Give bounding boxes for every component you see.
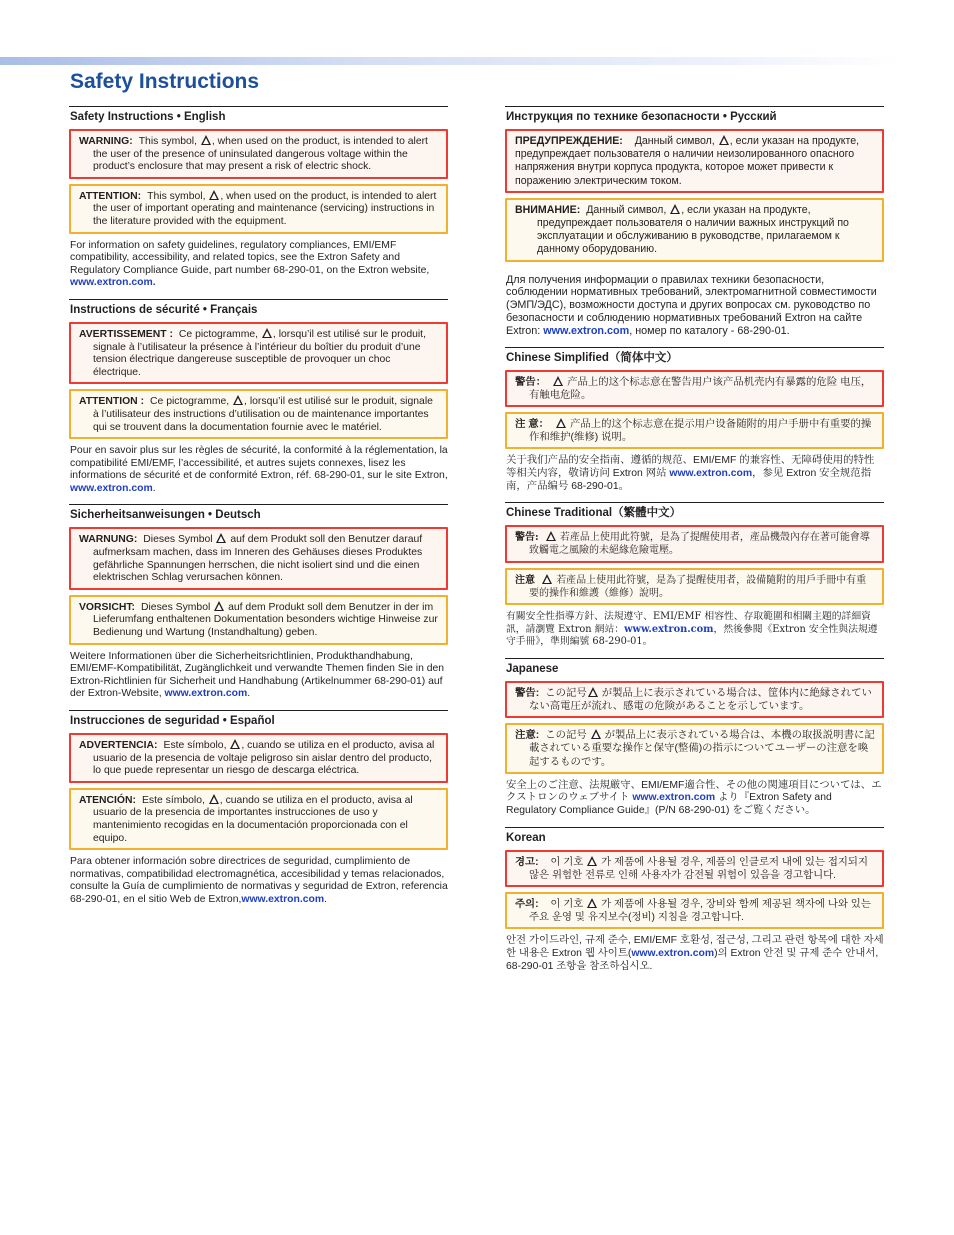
attention-text: , если указан на продукте, предупреждает пользователя о наличии важных инструкций по эксплуатации и обслуживанию в руководстве, прилагаемом к данному оборудованию. [537,203,849,256]
attention-box [505,892,884,929]
attention-text: 가 제품에 사용될 경우, 장비와 함께 제공된 책자에 나와 있는 주요 운영 및 유지보수(정비) 지침을 경고합니다. [529,899,871,924]
section-heading: Chinese Traditional（繁體中文） [505,502,884,520]
warning-label: 경고: [515,856,539,868]
info-paragraph [505,780,884,818]
section-heading: Instrucciones de seguridad • Español [69,710,448,728]
attention-text-pre: Dieses Symbol [141,601,211,613]
info-text: 有關安全性指導方針、法規遵守、EMI/EMF 相容性、存取範圍和相關主題的詳細資訊，請瀏覽 Extron 網站： [506,611,871,635]
info-text: 关于我们产品的安全指南、遵循的规范、EMI/EMF 的兼容性、无障碍使用的特性等相关内容，敬请访问 Extron 网站 [506,455,875,480]
attention-label: 주의: [515,899,539,910]
warning-box [69,733,448,783]
warning-box [505,681,884,718]
warning-box [505,850,884,887]
warning-text: , если указан на продукте, предупреждает пользователя о наличии неизолированного опасного напряжения внутри корпуса продукта, которое может привести к поражению электрическим током. [515,135,860,187]
info-paragraph [69,856,448,906]
attention-label: VORSICHT: [79,601,135,613]
extron-website-link[interactable]: www.extron.com [624,623,714,635]
attention-box [505,723,884,774]
warning-text: 产品上的这个标志意在警告用户该产品机壳内有暴露的危险 电压，有触电危险。 [529,376,872,401]
info-text: Weitere Informationen über die Sicherheitsrichtlinien, Produkthandhabung, EMI/EMF-Kompatibilität, Zugänglichkeit und verwandte Themen finden Sie in den Extron-Richtlinien für Sicherheit und Handhabung (Artikelnummer 68-290-01) auf der Extron-Website, [70,650,445,700]
attention-text-pre: Данный символ, [586,203,667,216]
attention-text: , lorsqu’il est utilisé sur le produit, signale à l’utilisateur des instructions d’utilisation ou de maintenance importantes qui se trouvent dans la documentation fournie avec le matériel. [93,396,433,433]
page-title: Safety Instructions [70,70,260,93]
header-gradient-bar [0,57,900,65]
warning-label: ADVERTENCIA: [79,740,158,751]
attention-triangle-icon [556,418,566,428]
extron-website-link[interactable]: www.extron.com [241,893,325,905]
warning-triangle-icon [262,328,272,338]
warning-text-pre: この記号 [545,687,587,699]
info-text: 안전 가이드라인, 규제 준수, EMI/EMF 호환성, 접근성, 그리고 관련 항목에 대한 자세한 내용은 Extron 웹 사이트( [506,935,884,959]
section-chinese-simplified [505,347,884,494]
attention-text-pre: この記号 [545,730,587,742]
section-heading: Chinese Simplified（简体中文） [505,347,884,365]
warning-text-pre: This symbol, [138,136,198,147]
extron-website-link[interactable]: www.extron.com [70,482,153,494]
info-paragraph [505,611,884,649]
info-paragraph [69,651,448,701]
warning-text-pre: Este símbolo, [163,740,227,751]
warning-triangle-icon [201,135,211,145]
info-text-after: )의 Extron 안전 및 규제 준수 안내서, 68-290-01 조항을 참조하십시오. [506,948,879,972]
section-french [69,299,448,496]
warning-text-pre: Данный символ, [634,135,715,147]
section-japanese [505,658,884,818]
attention-text: , when used on the product, is intended to alert the user of important operating and maintenance (servicing) instructions in the literature provided with the equipment. [93,190,437,227]
warning-label: ПРЕДУПРЕЖДЕНИЕ: [515,135,623,147]
warning-text-pre: 이 기호 [550,856,584,868]
info-paragraph [69,240,448,290]
info-text: Para obtener información sobre directrices de seguridad, cumplimiento de normativas, compatibilidad electromagnética, accesibilidad y temas relacionados, consulte la Guía de cumplimiento de normativas y seguridad de Extron, referencia 68-290-01, en el sitio Web de Extron, [70,856,448,905]
attention-text-pre: This symbol, [147,190,206,202]
warning-label: 警告: [515,532,539,544]
section-heading: Sicherheitsanweisungen • Deutsch [69,504,448,522]
info-text-after: より『Extron Safety and Regulatory Compliance Guide』(P/N 68-290-01) をご覧ください。 [506,792,832,816]
section-chinese-traditional [505,502,884,649]
warning-box [69,527,448,589]
extron-website-link[interactable]: www.extron.com [631,948,715,959]
warning-text: , when used on the product, is intended to alert the user of the presence of uninsulated dangerous voltage within the product’s enclosure that may present a risk of electric shock. [93,136,428,173]
attention-text-pre: Este símbolo, [141,794,205,806]
right-column [505,106,884,982]
info-paragraph [69,445,448,495]
extron-website-link[interactable]: www.extron.com [632,792,716,804]
extron-website-link[interactable]: www.extron.com [543,324,630,337]
left-column [69,106,448,916]
warning-text: 若產品上使用此符號，是為了提醒使用者，產品機殼內存在著可能會導致觸電之風險的未絕緣危險電壓。 [529,532,870,557]
warning-triangle-icon [588,687,598,697]
warning-text-pre: Ce pictogramme, [178,328,259,340]
warning-label: WARNUNG: [79,534,138,546]
attention-label: 注意 [515,574,535,586]
attention-triangle-icon [209,190,219,200]
attention-text: auf dem Produkt soll dem Benutzer in der im Lieferumfang enthaltenen Dokumentation besonders wichtige Hinweise zur Bedienung und Wartung (Instandhaltung) geben. [93,601,438,639]
info-text: 安全上のご注意、法規厳守、EMI/EMF適合性、その他の関連項目については、エクストロンのウェブサイト [506,779,882,804]
section-korean [505,827,884,974]
warning-triangle-icon [587,856,597,866]
warning-text: , cuando se utiliza en el producto, avisa al usuario de la presencia de voltaje peligroso sin aislar dentro del producto, lo que puede representar un riesgo de descarga eléctrica. [93,740,435,777]
warning-triangle-icon [553,376,563,386]
attention-text: が製品上に表示されている場合は、本機の取扱説明書に記載されている重要な操作と保守(整備)の指示についてユーザーの注意を喚起するものです。 [529,730,875,768]
section-heading: Safety Instructions • English [69,106,448,124]
attention-triangle-icon [214,601,224,611]
section-spanish [69,710,448,907]
attention-label: ATENCIÓN: [79,794,136,806]
attention-triangle-icon [542,574,552,584]
attention-triangle-icon [209,794,219,804]
section-heading: Japanese [505,658,884,676]
section-russian [505,106,884,338]
extron-website-link[interactable]: www.extron.com [669,468,753,480]
info-text-after: . [324,893,328,905]
warning-text: 가 제품에 사용될 경우, 제품의 인클로저 내에 있는 접지되지 않은 위험한 전류로 인해 사용자가 감전될 위험이 있음을 경고합니다. [529,856,868,881]
warning-box [69,129,448,179]
attention-box [505,198,884,262]
attention-text: 产品上的这个标志意在提示用户设备随附的用户手册中有重要的操作和维护(维修) 说明。 [529,419,872,444]
section-heading: Инструкция по технике безопасности • Русский [505,106,884,124]
warning-text: が製品上に表示されている場合は、筐体内に絶縁されていない高電圧が流れ、感電の危険があることを示しています。 [529,687,872,712]
extron-website-link[interactable]: www.extron.com [164,688,248,700]
attention-label: 注 意： [515,419,550,431]
section-heading: Instructions de sécurité • Français [69,299,448,317]
info-text-after: , номер по каталогу - 68-290-01. [629,324,790,337]
info-paragraph [505,935,884,973]
info-text-after: . [247,688,251,700]
warning-label: AVERTISSEMENT : [79,328,173,340]
info-text-after: . [152,482,156,494]
attention-box [69,595,448,645]
attention-box [505,412,884,449]
warning-label: 警告: [515,687,540,699]
warning-triangle-icon [546,531,556,541]
warning-box [505,129,884,193]
attention-label: ВНИМАНИЕ: [515,203,581,216]
attention-box [505,568,884,605]
attention-box [69,788,448,850]
attention-text: , cuando se utiliza en el producto, avisa al usuario de la presencia de importantes instrucciones de uso y mantenimiento recogidas en la documentación proporcionada con el equipo. [93,794,413,844]
section-heading: Korean [505,827,884,845]
warning-text-pre: Dieses Symbol [143,534,213,546]
info-text-after: ，参见 Extron 安全规范指南，产品编号 68-290-01。 [506,468,872,492]
attention-triangle-icon [670,204,680,214]
warning-triangle-icon [230,739,240,749]
section-english [69,106,448,290]
info-text: Pour en savoir plus sur les règles de sécurité, la conformité à la réglementation, la compatibilité EMI/EMF, l’accessibilité, et autres sujets connexes, lisez les informations de sécurité et de conformité Extron, réf. 68-290-01, sur le site Extron, [70,445,448,482]
attention-triangle-icon [591,729,601,739]
warning-text: , lorsqu’il est utilisé sur le produit, signale à l’utilisateur la présence à l’intérieur du boîtier du produit d’une tension électrique dangereuse susceptible de provoquer un choc électrique. [93,328,426,378]
attention-box [69,184,448,234]
attention-label: ATTENTION : [79,396,145,408]
attention-box [69,389,448,439]
warning-label: WARNING: [79,136,133,147]
info-paragraph [505,455,884,493]
warning-label: 警告： [515,376,547,388]
attention-text-pre: 이 기호 [550,899,584,910]
attention-text-pre: Ce pictogramme, [150,396,230,408]
warning-triangle-icon [216,533,226,543]
attention-triangle-icon [233,395,243,405]
extron-website-link[interactable]: www.extron.com. [70,277,156,289]
info-text: Для получения информации о правилах техники безопасности, соблюдении нормативных требований, электромагнитной совместимости (ЭМП/ЭДС), возможности доступа и других вопросах см. руководство по безопасности и соблюдению нормативных требований Extron на сайте Extron: [506,273,877,337]
attention-label: 注意: [515,730,540,742]
info-text-after: ，然後參閱《Extron 安全性與法規遵守手冊》，準則編號 68-290-01。 [506,623,878,648]
info-paragraph [505,274,884,338]
warning-box [505,525,884,562]
warning-box [69,322,448,384]
attention-text: 若產品上使用此符號，是為了提醒使用者，設備隨附的用戶手冊中有重要的操作和維護（維修）說明。 [529,574,867,599]
warning-triangle-icon [719,135,729,145]
attention-triangle-icon [587,898,597,908]
attention-label: ATTENTION: [79,190,142,202]
warning-box [505,370,884,407]
info-text: For information on safety guidelines, regulatory compliances, EMI/EMF compatibility, accessibility, and related topics, see the Extron Safety and Regulatory Compliance Guide, part number 68-290-01, on the Extron website, [70,239,430,276]
section-german [69,504,448,701]
warning-text: auf dem Produkt soll den Benutzer darauf aufmerksam machen, dass im Inneren des Gehäuses dieses Produktes gefährliche Spannungen herrschen, die nicht isoliert sind und die einen elektrischen Schlag verursachen können. [93,534,423,584]
